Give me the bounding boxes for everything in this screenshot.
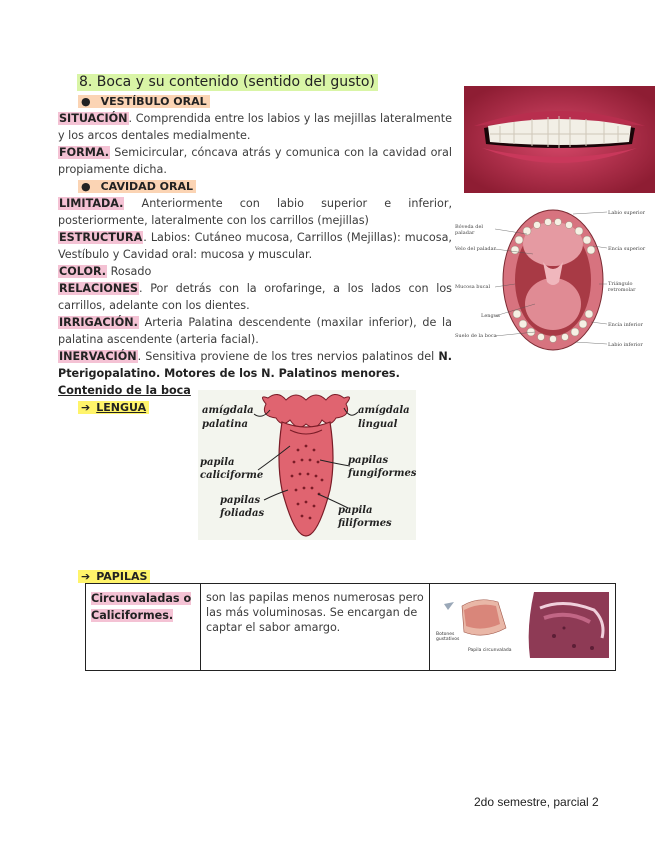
table-cell-description xyxy=(201,584,430,671)
bullet-dot-icon: ● xyxy=(81,95,91,108)
text-relaciones: . Por detrás con la orofaringe, a los lados con los carrillos, adelante con los dientes. xyxy=(58,282,452,312)
tongue-label-line: amígdala xyxy=(202,405,254,416)
label-relaciones: RELACIONES xyxy=(59,282,138,295)
tongue-label-line: papilas xyxy=(348,455,389,466)
paragraph-inervacion xyxy=(58,348,452,382)
lengua-highlight xyxy=(78,401,149,414)
paragraph-color xyxy=(58,263,452,280)
bullet-cavidad-highlight xyxy=(78,180,196,193)
label-irrigacion: IRRIGACIÓN. xyxy=(59,316,138,329)
contenido-heading: Contenido de la boca xyxy=(58,384,191,397)
text-irrigacion: Arteria Palatina descendente (maxilar inferior), de la palatina ascendente (arteria facial). xyxy=(58,316,452,346)
tongue-label-line: amígdala xyxy=(358,405,410,416)
paragraph-relaciones xyxy=(58,280,452,314)
tongue-label-papila-filiformes xyxy=(338,504,402,530)
teeth-photo-svg xyxy=(464,86,655,193)
tongue-label-papilas-fungiformes xyxy=(348,454,416,480)
papilas-table xyxy=(85,583,616,671)
lengua-label: LENGUA xyxy=(96,401,147,414)
paragraph-irrigacion xyxy=(58,314,452,348)
papilas-highlight xyxy=(78,570,150,583)
section-title-text: 8. Boca y su contenido (sentido del gusto) xyxy=(77,74,378,91)
mouth-label-right-1: Labio superior xyxy=(608,210,646,216)
tongue-label-amigdala-lingual xyxy=(358,404,416,432)
mouth-label-left-5: Suelo de la boca xyxy=(455,333,497,339)
text-situacion: . Comprendida entre los labios y las mejillas lateralmente y los arcos dentales medialmente. xyxy=(58,112,452,142)
vestibulo-heading: VESTÍBULO ORAL xyxy=(100,95,207,108)
mouth-label-right-5: Labio inferior xyxy=(608,342,643,348)
label-estructura: ESTRUCTURA xyxy=(59,231,143,244)
oral-cavity-diagram xyxy=(455,204,655,356)
mouth-label-left-2: Velo del paladar xyxy=(455,246,496,252)
papila-histology-svg xyxy=(434,588,609,658)
bullet-dot-icon: ● xyxy=(81,180,91,193)
paragraph-forma xyxy=(58,144,452,178)
arrow-right-icon: ➔ xyxy=(81,570,91,583)
table-row xyxy=(86,584,616,671)
tongue-label-papila-caliciforme xyxy=(200,456,262,482)
paragraph-situacion xyxy=(58,110,452,144)
mouth-label-left-4: Lengua xyxy=(481,313,500,319)
label-inervacion: INERVACIÓN xyxy=(59,350,137,363)
histology-label-papila: Papila circunvalada xyxy=(468,648,512,653)
paragraph-limitada xyxy=(58,195,452,229)
table-cell-name xyxy=(86,584,201,671)
text-color: Rosado xyxy=(107,265,152,278)
tongue-label-amigdala-palatina xyxy=(202,404,262,432)
label-situacion: SITUACIÓN xyxy=(59,112,128,125)
histology-label-botones: Botones gustativos xyxy=(436,632,460,642)
text-inervacion-bold: N. Pterigopalatino. Motores de los N. Palatinos menores. xyxy=(58,350,452,380)
lengua-heading xyxy=(78,399,149,416)
tongue-label-line: lingual xyxy=(358,419,398,430)
tongue-label-line: fungiformes xyxy=(348,468,416,479)
tongue-label-line: papila xyxy=(200,457,235,468)
tongue-label-line: filiformes xyxy=(338,518,392,529)
papila-description: son las papilas menos numerosas pero las más voluminosas. Se encargan de captar el sabor amargo. xyxy=(206,591,424,634)
arrow-right-icon: ➔ xyxy=(81,401,91,414)
tongue-label-line: palatina xyxy=(202,419,248,430)
bullet-vestibulo-highlight xyxy=(78,95,210,108)
papilas-label: PAPILAS xyxy=(96,570,148,583)
mouth-label-right-3: Triángulo retromolar xyxy=(608,281,636,293)
mouth-label-right-2: Encía superior xyxy=(608,246,646,252)
tongue-drawing xyxy=(198,390,416,540)
section-title xyxy=(77,74,378,91)
tongue-label-line: caliciforme xyxy=(200,470,264,481)
text-estructura: . Labios: Cutáneo mucosa, Carrillos (Mejillas): mucosa, Vestíbulo y Cavidad oral: mucosa y muscular. xyxy=(58,231,452,261)
text-inervacion: . Sensitiva proviene de los tres nervios palatinos del xyxy=(137,350,439,363)
tongue-label-papilas-foliadas xyxy=(220,494,280,520)
teeth-photo xyxy=(464,86,655,193)
page-footer: 2do semestre, parcial 2 xyxy=(474,795,599,809)
label-forma: FORMA. xyxy=(59,146,110,159)
tongue-label-line: papilas xyxy=(220,495,261,506)
papila-name: Circunvaladas o Caliciformes. xyxy=(91,592,192,622)
tongue-label-line: papila xyxy=(338,505,373,516)
cavidad-heading: CAVIDAD ORAL xyxy=(100,180,194,193)
paragraph-estructura xyxy=(58,229,452,263)
mouth-label-left-3: Mucosa bucal xyxy=(455,284,491,290)
text-limitada: Anteriormente con labio superior e inferior, posteriormente, lateralmente con los carrillos (mejillas) xyxy=(58,197,452,227)
bullet-cavidad xyxy=(78,178,196,195)
mouth-label-right-4: Encía inferior xyxy=(608,322,643,328)
label-limitada: LIMITADA. xyxy=(59,197,124,210)
label-color: COLOR. xyxy=(59,265,107,278)
papila-histology-image xyxy=(434,588,609,658)
text-forma: Semicircular, cóncava atrás y comunica con la cavidad oral propiamente dicha. xyxy=(58,146,452,176)
mouth-label-left-1: Bóveda del paladar xyxy=(455,224,483,236)
bullet-vestibulo xyxy=(78,93,210,110)
table-cell-image xyxy=(430,584,616,671)
tongue-label-line: foliadas xyxy=(220,508,265,519)
